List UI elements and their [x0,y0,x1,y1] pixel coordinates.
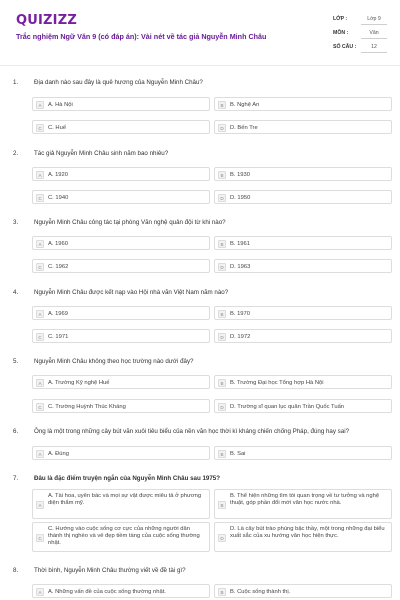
option-text: A. Hà Nội [48,101,73,108]
option-letter: A [36,450,44,458]
option-b[interactable] [214,167,392,181]
question-text: Địa danh nào sau đây là quê hương của Nguyễn Minh Châu? [34,79,203,86]
option-a[interactable] [32,97,210,111]
question-text: Tác giả Nguyễn Minh Châu sinh năm bao nhiêu? [34,150,169,157]
option-a[interactable] [32,446,210,460]
meta-label: MÔN : [333,30,349,36]
option-b[interactable] [214,97,392,111]
option-text: D. Trường sĩ quan lục quân Trần Quốc Tuấn [230,403,345,410]
option-letter: B [218,171,226,179]
option-letter: D [218,403,226,411]
page-title: Trắc nghiệm Ngữ Văn 9 (có đáp án): Vài nét về tác giả Nguyễn Minh Châu [16,32,267,41]
option-letter: A [36,310,44,318]
option-text: D. 1950 [230,194,251,201]
option-text: A. 1969 [48,310,68,317]
option-text: B. Sai [230,450,246,457]
option-b[interactable] [214,584,392,598]
option-text: B. 1970 [230,310,250,317]
question-text: Nguyễn Minh Châu được kết nạp vào Hội nhà văn Việt Nam năm nào? [34,289,229,296]
option-d[interactable] [214,190,392,204]
option-text: C. 1971 [48,333,69,340]
option-c[interactable] [32,329,210,343]
option-a[interactable] [32,167,210,181]
option-text: D. 1963 [230,263,251,270]
quizizz-logo: QUIZIZZ [16,13,77,28]
question-number: 5. [13,358,19,365]
option-letter: C [36,194,44,202]
option-d[interactable] [214,399,392,413]
option-b[interactable] [214,446,392,460]
option-a[interactable] [32,375,210,389]
option-text: D. Bến Tre [230,124,258,131]
header-divider [0,65,400,66]
option-letter: C [36,333,44,341]
option-text: C. 1962 [48,263,69,270]
option-text: B. 1930 [230,171,250,178]
option-letter: D [218,534,226,542]
question-number: 8. [13,567,19,574]
option-c[interactable] [32,522,210,552]
option-text: A. Đúng [48,450,69,457]
option-text: A. Những vấn đề của cuộc sống thường nhật. [48,588,166,595]
meta-row-count [333,40,387,54]
option-text: C. Hướng vào cuộc sống cơ cực của những người dân thành thị nghèo và vẻ đẹp tiềm tàng của cuộc sống thường nhật. [48,526,200,546]
question-text: Nguyễn Minh Châu không theo học trường nào dưới đây? [34,358,194,365]
option-letter: C [36,534,44,542]
meta-label: LỚP : [333,16,348,22]
option-letter: C [36,403,44,411]
option-d[interactable] [214,259,392,273]
option-letter: B [218,450,226,458]
option-text: B. Nghệ An [230,101,260,108]
option-a[interactable] [32,584,210,598]
option-letter: A [36,501,44,509]
question-text: Thời bình, Nguyễn Minh Châu thường viết về đề tài gì? [34,567,186,574]
meta-value: 12 [361,42,387,53]
option-letter: A [36,101,44,109]
option-letter: A [36,379,44,387]
option-text: D. 1972 [230,333,251,340]
option-text: C. 1940 [48,194,69,201]
option-b[interactable] [214,306,392,320]
question-text: Ông là một trong những cây bút văn xuôi tiêu biểu của nền văn học thời kì kháng chiến chống Pháp, đúng hay sai? [34,428,350,435]
question-number: 7. [13,475,19,482]
option-text: A. 1920 [48,171,68,178]
option-letter: A [36,240,44,248]
option-text: D. Là cây bút trào phúng bậc thầy, một trong những đại biểu xuất sắc của xu hướng văn học hiện thực. [230,526,385,539]
option-a[interactable] [32,236,210,250]
option-a[interactable] [32,306,210,320]
meta-value: Lớp 9 [361,14,387,25]
question-text: Đâu là đặc điểm truyện ngắn của Nguyễn Minh Châu sau 1975? [34,475,221,482]
meta-value: Văn [361,28,387,39]
option-text: B. Cuộc sống thành thị. [230,588,291,595]
option-d[interactable] [214,329,392,343]
option-letter: C [36,124,44,132]
option-letter: B [218,379,226,387]
option-text: A. 1960 [48,240,68,247]
option-c[interactable] [32,399,210,413]
question-number: 2. [13,150,19,157]
meta-row-subject [333,26,387,40]
option-b[interactable] [214,236,392,250]
option-text: B. 1961 [230,240,250,247]
meta-row-grade [333,12,387,26]
option-letter: D [218,124,226,132]
option-letter: A [36,588,44,596]
question-number: 1. [13,79,19,86]
question-text: Nguyễn Minh Châu công tác tại phòng Văn nghệ quân đội từ khi nào? [34,219,226,226]
option-text: A. Trường Kỹ nghệ Huế [48,379,110,386]
option-d[interactable] [214,120,392,134]
worksheet-meta [333,12,387,54]
option-letter: B [218,240,226,248]
option-letter: A [36,171,44,179]
option-letter: D [218,263,226,271]
option-letter: D [218,333,226,341]
option-letter: D [218,194,226,202]
question-number: 3. [13,219,19,226]
option-c[interactable] [32,120,210,134]
header [0,0,400,62]
option-text: B. Thể hiện những tìm tòi quan trọng về tư tưởng và nghệ thuật, góp phần đổi mới văn học nước nhà. [230,493,380,506]
option-c[interactable] [32,259,210,273]
question-number: 4. [13,289,19,296]
option-text: A. Tài hoa, uyên bác và mọi sự vật được miêu tả ở phương diện thẩm mỹ. [48,493,202,506]
option-letter: B [218,101,226,109]
option-text: C. Huế [48,124,67,131]
option-b[interactable] [214,489,392,519]
question-number: 6. [13,428,19,435]
option-text: C. Trường Huỳnh Thúc Kháng [48,403,126,410]
option-c[interactable] [32,190,210,204]
meta-label: SỐ CÂU : [333,44,357,50]
option-letter: B [218,501,226,509]
option-text: B. Trường Đại học Tổng hợp Hà Nội [230,379,324,386]
option-letter: B [218,310,226,318]
option-a[interactable] [32,489,210,519]
option-d[interactable] [214,522,392,552]
option-letter: C [36,263,44,271]
option-b[interactable] [214,375,392,389]
option-letter: B [218,588,226,596]
